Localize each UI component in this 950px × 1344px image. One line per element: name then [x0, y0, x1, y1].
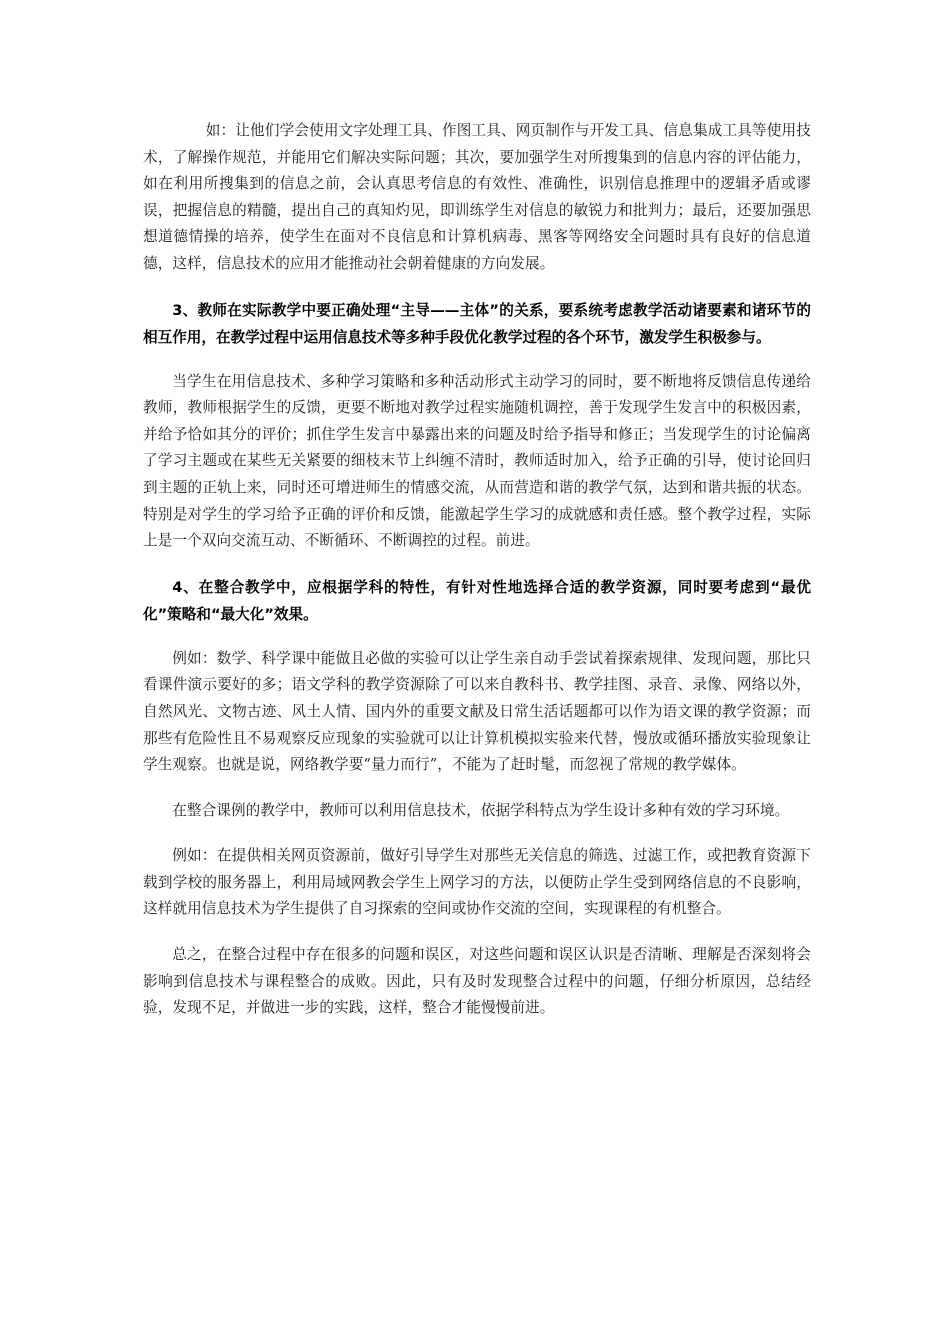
- body-paragraph-1: 如：让他们学会使用文字处理工具、作图工具、网页制作与开发工具、信息集成工具等使用技术，了解操作规范，并能用它们解决实际问题；其次，要加强学生对所搜集到的信息内容的评估能力，如在利用所搜集到的信息之前，会认真思考信息的有效性、准确性，识别信息推理中的逻辑矛盾或谬误，把握信息的精髓，提出自己的真知灼见，即训练学生对信息的敏锐力和批判力；最后，还要加强思想道德情操的培养，使学生在面对不良信息和计算机病毒、黑客等网络安全问题时具有良好的信息道德，这样，信息技术的应用才能推动社会朝着健康的方向发展。: [143, 122, 811, 272]
- body-paragraph-4: 在整合课例的教学中，教师可以利用信息技术，依据学科特点为学生设计多种有效的学习环境。: [172, 801, 790, 819]
- body-paragraph-2: 当学生在用信息技术、多种学习策略和多种活动形式主动学习的同时，要不断地将反馈信息传递给教师，教师根据学生的反馈，更要不断地对教学过程实施随机调控，善于发现学生发言中的积极因素，并给予恰如其分的评价；抓住学生发言中暴露出来的问题及时给予指导和修正；当发现学生的讨论偏离了学习主题或在某些无关紧要的细枝末节上纠缠不清时，教师适时加入，给予正确的引导，使讨论回归到主题的正轨上来，同时还可增进师生的情感交流，从而营造和谐的教学气氛，达到和谐共振的状态。特别是对学生的学习给予正确的评价和反馈，能激起学生学习的成就感和责任感。整个教学过程，实际上是一个双向交流互动、不断循环、不断调控的过程。前进。: [143, 372, 811, 550]
- body-paragraph-6: 总之，在整合过程中存在很多的问题和误区，对这些问题和误区认识是否清晰、理解是否深刻将会影响到信息技术与课程整合的成败。因此，只有及时发现整合过程中的问题，仔细分析原因，总结经验，发现不足，并做进一步的实践，这样，整合才能慢慢前进。: [143, 946, 811, 1017]
- body-paragraph-5: 例如：在提供相关网页资源前，做好引导学生对那些无关信息的筛选、过滤工作，或把教育资源下载到学校的服务器上，利用局域网教会学生上网学习的方法，以便防止学生受到网络信息的不良影响，这样就用信息技术为学生提供了自习探索的空间或协作交流的空间，实现课程的有机整合。: [143, 847, 811, 918]
- document-page: [143, 118, 811, 1041]
- section-heading-3: 3、教师在实际教学中要正确处理“主导——主体”的关系，要系统考虑教学活动诸要素和诸环节的相互作用，在教学过程中运用信息技术等多种手段优化教学过程的各个环节，激发学生积极参与。: [143, 301, 811, 346]
- body-paragraph-3: 例如：数学、科学课中能做且必做的实验可以让学生亲自动手尝试着探索规律、发现问题，那比只看课件演示要好的多；语文学科的教学资源除了可以来自教科书、教学挂图、录音、录像、网络以外，自然风光、文物古迹、风土人情、国内外的重要文献及日常生活话题都可以作为语文课的教学资源；而那些有危险性且不易观察反应现象的实验就可以让计算机模拟实验来代替，慢放或循环播放实验现象让学生观察。也就是说，网络教学要“量力而行”，不能为了赶时髦，而忽视了常规的教学媒体。: [143, 649, 811, 774]
- section-heading-4: 4、在整合教学中，应根据学科的特性，有针对性地选择合适的教学资源，同时要考虑到“最优化”策略和“最大化”效果。: [143, 578, 811, 623]
